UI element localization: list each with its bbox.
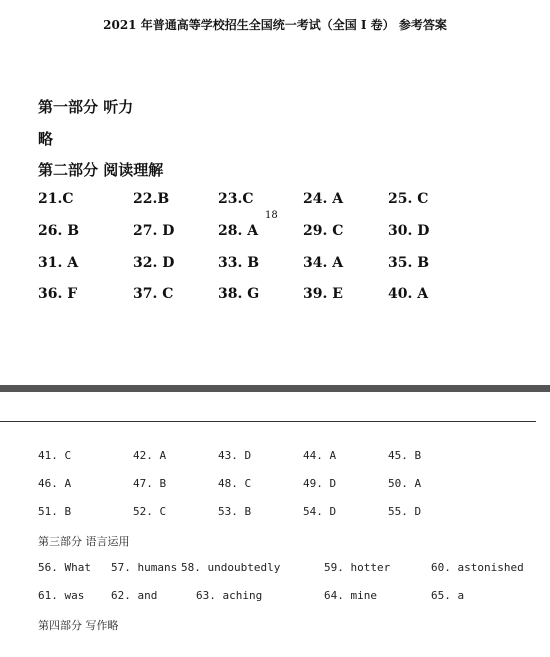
answer-48: 48. C: [218, 477, 252, 490]
part4-heading: 第四部分 写作略: [38, 619, 119, 632]
answer-47: 47. B: [133, 477, 167, 490]
answer-61: 61. was: [38, 589, 85, 602]
answer-43: 43. D: [218, 449, 252, 462]
answer-54: 54. D: [303, 505, 337, 518]
answer-62: 62. and: [111, 589, 158, 602]
answer-31: 31. A: [38, 255, 79, 271]
answer-38: 38. G: [218, 286, 260, 302]
answer-37: 37. C: [133, 286, 174, 302]
answer-57: 57. humans: [111, 561, 178, 574]
answer-23: 23.C: [218, 191, 254, 207]
answer-50: 50. A: [388, 477, 422, 490]
answer-64: 64. mine: [324, 589, 377, 602]
part2-heading: 第二部分 阅读理解: [38, 161, 164, 179]
answer-21: 21.C: [38, 191, 74, 207]
answer-24: 24. A: [303, 191, 344, 207]
answer-36: 36. F: [38, 286, 78, 302]
answer-51: 51. B: [38, 505, 72, 518]
divider-line: [0, 421, 536, 422]
answer-26: 26. B: [38, 223, 80, 239]
answer-35: 35. B: [388, 255, 430, 271]
page-break-bar: [0, 385, 550, 392]
answer-59: 59. hotter: [324, 561, 391, 574]
answer-39: 39. E: [303, 286, 343, 302]
answer-58: 58. undoubtedly: [181, 561, 281, 574]
answer-28: 28. A: [218, 223, 259, 239]
answer-44: 44. A: [303, 449, 337, 462]
answer-25: 25. C: [388, 191, 429, 207]
answer-30: 30. D: [388, 223, 430, 239]
answer-56: 56. What: [38, 561, 91, 574]
answer-46: 46. A: [38, 477, 72, 490]
answer-42: 42. A: [133, 449, 167, 462]
answer-29: 29. C: [303, 223, 344, 239]
answer-55: 55. D: [388, 505, 422, 518]
answer-65: 65. a: [431, 589, 465, 602]
answer-53: 53. B: [218, 505, 252, 518]
answer-34: 34. A: [303, 255, 344, 271]
part1-heading: 第一部分 听力: [38, 98, 134, 116]
answer-27: 27. D: [133, 223, 175, 239]
answer-49: 49. D: [303, 477, 337, 490]
part1-note: 略: [38, 130, 54, 148]
page-number: 18: [265, 210, 278, 221]
part3-heading: 第三部分 语言运用: [38, 535, 130, 548]
answer-60: 60. astonished: [431, 561, 524, 574]
answer-63: 63. aching: [196, 589, 263, 602]
answer-52: 52. C: [133, 505, 167, 518]
answer-41: 41. C: [38, 449, 72, 462]
answer-33: 33. B: [218, 255, 260, 271]
answer-45: 45. B: [388, 449, 422, 462]
answer-40: 40. A: [388, 286, 429, 302]
answer-32: 32. D: [133, 255, 175, 271]
document-title: 2021 年普通高等学校招生全国统一考试（全国 I 卷） 参考答案: [103, 18, 447, 32]
answer-22: 22.B: [133, 191, 170, 207]
